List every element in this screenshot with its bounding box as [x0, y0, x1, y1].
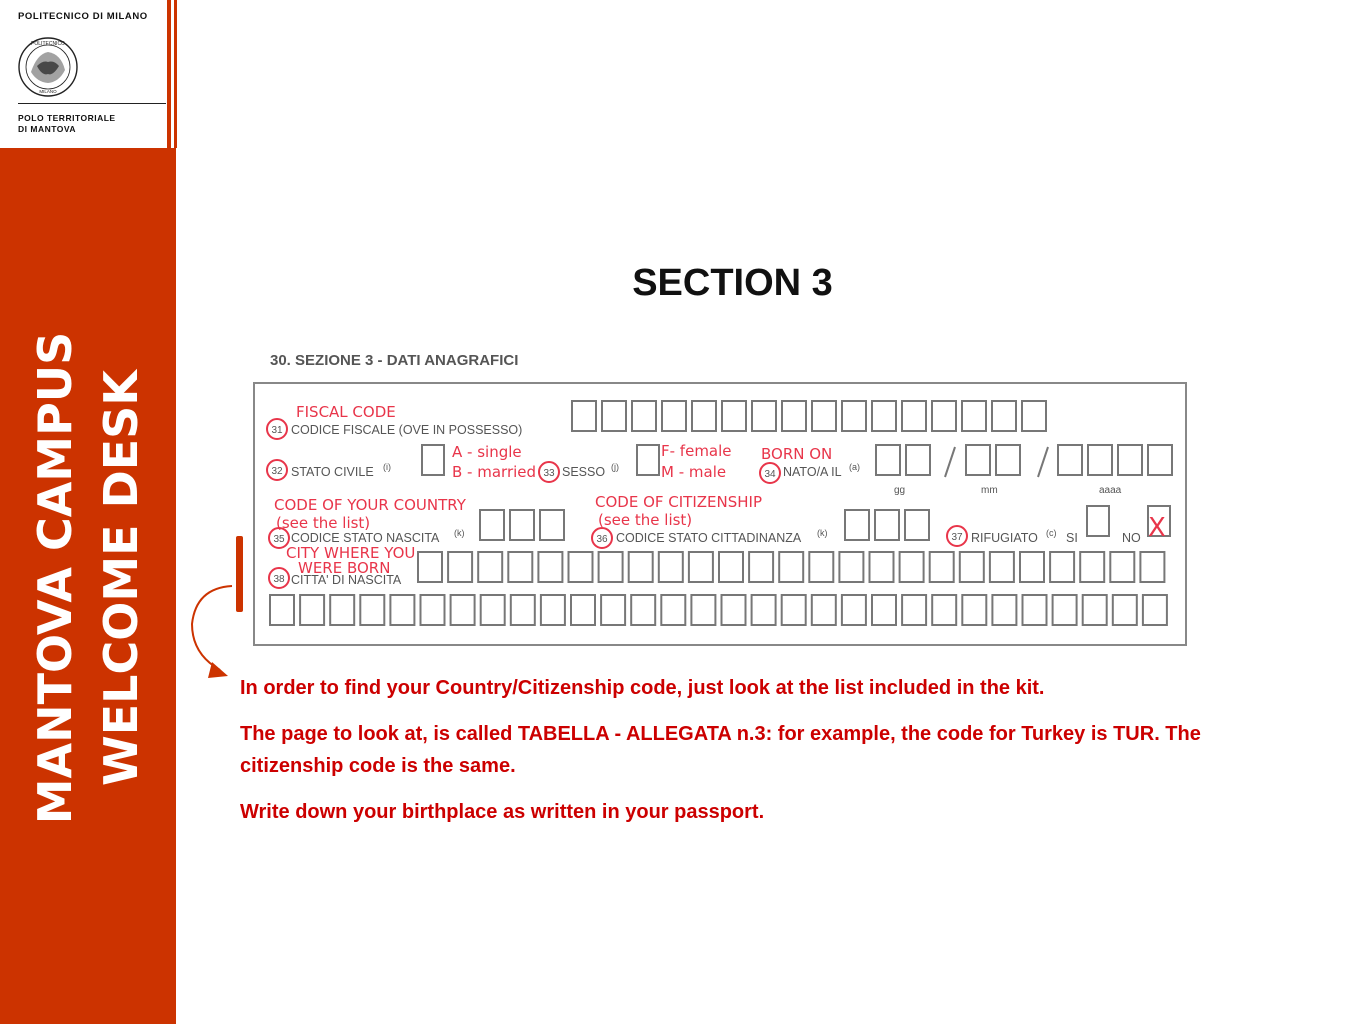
svg-text:mm: mm — [981, 485, 998, 496]
svg-text:NATO/A IL: NATO/A IL — [783, 465, 842, 479]
curved-arrow-icon — [186, 584, 236, 680]
svg-text:aaaa: aaaa — [1099, 485, 1122, 496]
svg-text:(c): (c) — [1046, 528, 1057, 538]
instruction-table-reference: The page to look at, is called TABELLA - ALLEGATA n.3: for example, the code for Turkey is TUR. The citizenship code is the same. — [240, 723, 1201, 777]
svg-text:34: 34 — [764, 469, 776, 480]
svg-text:(see the list): (see the list) — [598, 511, 693, 529]
sidebar-title — [22, 332, 154, 825]
svg-text:B - married: B - married — [452, 463, 537, 481]
brand-rule — [174, 0, 177, 148]
svg-text:38: 38 — [273, 574, 285, 585]
svg-text:(see the list): (see the list) — [276, 514, 371, 532]
university-seal-logo — [17, 36, 79, 98]
sidebar-title-line2: WELCOME DESK — [94, 370, 148, 786]
svg-text:RIFUGIATO: RIFUGIATO — [971, 531, 1038, 545]
svg-text:MILANO: MILANO — [39, 89, 57, 94]
form-section-image — [248, 340, 1190, 652]
instructions — [240, 672, 1240, 842]
svg-text:CODICE STATO CITTADINANZA: CODICE STATO CITTADINANZA — [616, 531, 802, 545]
university-name: POLITECNICO DI MILANO — [18, 11, 148, 22]
svg-text:A - single: A - single — [452, 443, 522, 461]
svg-text:(i): (i) — [383, 462, 391, 472]
svg-text:POLITECNICO: POLITECNICO — [31, 41, 65, 47]
svg-text:CITTA' DI NASCITA: CITTA' DI NASCITA — [291, 573, 402, 587]
svg-text:CITY WHERE YOU: CITY WHERE YOU — [286, 544, 416, 562]
instruction-country-code: In order to find your Country/Citizenship code, just look at the list included in the kit. — [240, 677, 1045, 699]
brand-header — [0, 0, 167, 148]
campus-name-line1: POLO TERRITORIALE — [18, 113, 116, 123]
svg-text:(k): (k) — [454, 528, 465, 538]
instruction-birthplace: Write down your birthplace as written in your passport. — [240, 801, 765, 823]
sidebar-title-line1: MANTOVA CAMPUS — [28, 331, 82, 825]
svg-text:gg: gg — [894, 485, 906, 496]
svg-text:FISCAL CODE: FISCAL CODE — [296, 403, 396, 421]
svg-text:CODE OF YOUR COUNTRY: CODE OF YOUR COUNTRY — [274, 496, 466, 514]
svg-text:BORN ON: BORN ON — [761, 445, 833, 463]
svg-text:CODE OF CITIZENSHIP: CODE OF CITIZENSHIP — [595, 493, 763, 511]
form-header: 30. SEZIONE 3 - DATI ANAGRAFICI — [270, 352, 519, 369]
campus-name — [18, 113, 116, 135]
svg-text:M - male: M - male — [661, 463, 727, 481]
svg-text:WERE BORN: WERE BORN — [298, 559, 391, 577]
svg-text:35: 35 — [273, 534, 285, 545]
slide-title: SECTION 3 — [632, 262, 833, 304]
svg-text:36: 36 — [596, 534, 608, 545]
svg-text:STATO CIVILE: STATO CIVILE — [291, 465, 374, 479]
svg-text:CODICE STATO NASCITA: CODICE STATO NASCITA — [291, 531, 440, 545]
svg-text:32: 32 — [271, 466, 283, 477]
svg-text:CODICE FISCALE (OVE IN POSSESS: CODICE FISCALE (OVE IN POSSESSO) — [291, 423, 523, 437]
svg-text:(j): (j) — [611, 462, 619, 472]
brand-divider — [18, 103, 166, 104]
svg-text:NO: NO — [1122, 531, 1141, 545]
svg-text:31: 31 — [271, 425, 283, 436]
accent-bar — [236, 536, 243, 612]
svg-text:37: 37 — [951, 532, 963, 543]
svg-text:SI: SI — [1066, 531, 1078, 545]
brand-rule — [167, 0, 171, 148]
svg-text:F- female: F- female — [661, 442, 732, 460]
svg-text:33: 33 — [543, 468, 555, 479]
svg-text:X: X — [1148, 513, 1166, 543]
svg-text:SESSO: SESSO — [562, 465, 606, 479]
svg-text:(k): (k) — [817, 528, 828, 538]
svg-text:(a): (a) — [849, 462, 860, 472]
campus-name-line2: DI MANTOVA — [18, 124, 77, 134]
